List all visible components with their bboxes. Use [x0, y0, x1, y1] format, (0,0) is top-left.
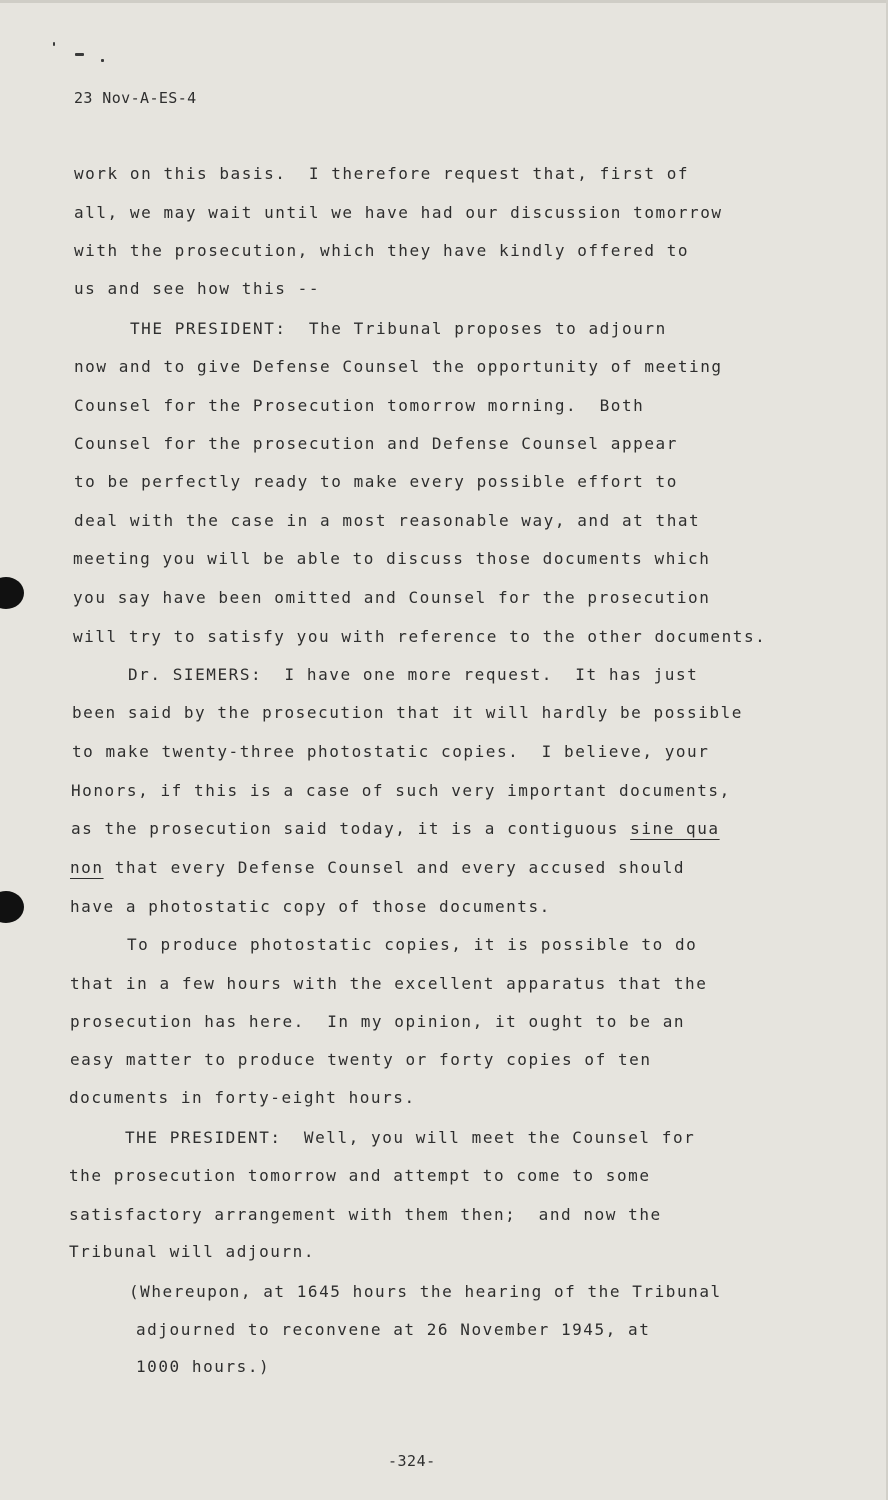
text-line: easy matter to produce twenty or forty copies of ten [70, 1050, 652, 1069]
text-line: with the prosecution, which they have kindly offered to [74, 241, 690, 260]
text-line: (Whereupon, at 1645 hours the hearing of the Tribunal [129, 1282, 722, 1301]
text-line: meeting you will be able to discuss those documents which [73, 549, 711, 568]
text-segment: as the prosecution said today, it is a contiguous [71, 819, 631, 838]
document-reference: 23 Nov-A-ES-4 [74, 89, 197, 107]
text-line: Tribunal will adjourn. [69, 1242, 316, 1261]
ink-smudge [53, 42, 55, 46]
page-number: -324- [388, 1452, 436, 1470]
text-line: us and see how this -- [74, 279, 321, 298]
page-top-edge [0, 0, 888, 3]
punch-hole-upper [0, 577, 24, 609]
text-line: to make twenty-three photostatic copies. I believe, your [72, 742, 710, 761]
underlined-phrase: non [70, 858, 104, 877]
text-line: have a photostatic copy of those documents. [70, 897, 551, 916]
text-line: Counsel for the prosecution and Defense Counsel appear [74, 434, 678, 453]
underlined-phrase: sine qua [630, 819, 720, 838]
text-line: the prosecution tomorrow and attempt to come to some [69, 1166, 651, 1185]
text-line: 1000 hours.) [136, 1357, 271, 1376]
text-segment: that every Defense Counsel and every accused should [103, 858, 686, 877]
text-line: all, we may wait until we have had our discussion tomorrow [74, 203, 723, 222]
text-line: been said by the prosecution that it will hardly be possible [72, 703, 743, 722]
ink-smudge [101, 59, 104, 62]
text-line: To produce photostatic copies, it is possible to do [127, 935, 698, 954]
text-line: work on this basis. I therefore request that, first of [74, 164, 690, 183]
punch-hole-lower [0, 891, 24, 923]
text-line: THE PRESIDENT: Well, you will meet the Counsel for [125, 1128, 696, 1147]
text-line: you say have been omitted and Counsel for the prosecution [73, 588, 711, 607]
text-line: that in a few hours with the excellent apparatus that the [70, 974, 708, 993]
text-line: Counsel for the Prosecution tomorrow morning. Both [74, 396, 645, 415]
text-line [70, 858, 685, 878]
text-line: now and to give Defense Counsel the opportunity of meeting [74, 357, 723, 376]
text-line [71, 819, 720, 839]
text-line: satisfactory arrangement with them then; and now the [69, 1205, 662, 1224]
text-line: adjourned to reconvene at 26 November 1945, at [136, 1320, 651, 1339]
text-line: deal with the case in a most reasonable way, and at that [74, 511, 701, 530]
text-line: prosecution has here. In my opinion, it ought to be an [70, 1012, 686, 1031]
text-line: documents in forty-eight hours. [69, 1088, 416, 1107]
text-line: Dr. SIEMERS: I have one more request. It has just [128, 665, 699, 684]
text-line: to be perfectly ready to make every possible effort to [74, 472, 678, 491]
text-line: Honors, if this is a case of such very important documents, [71, 781, 731, 800]
text-line: THE PRESIDENT: The Tribunal proposes to adjourn [130, 319, 667, 338]
text-line: will try to satisfy you with reference to the other documents. [73, 627, 767, 646]
ink-smudge [75, 53, 84, 56]
